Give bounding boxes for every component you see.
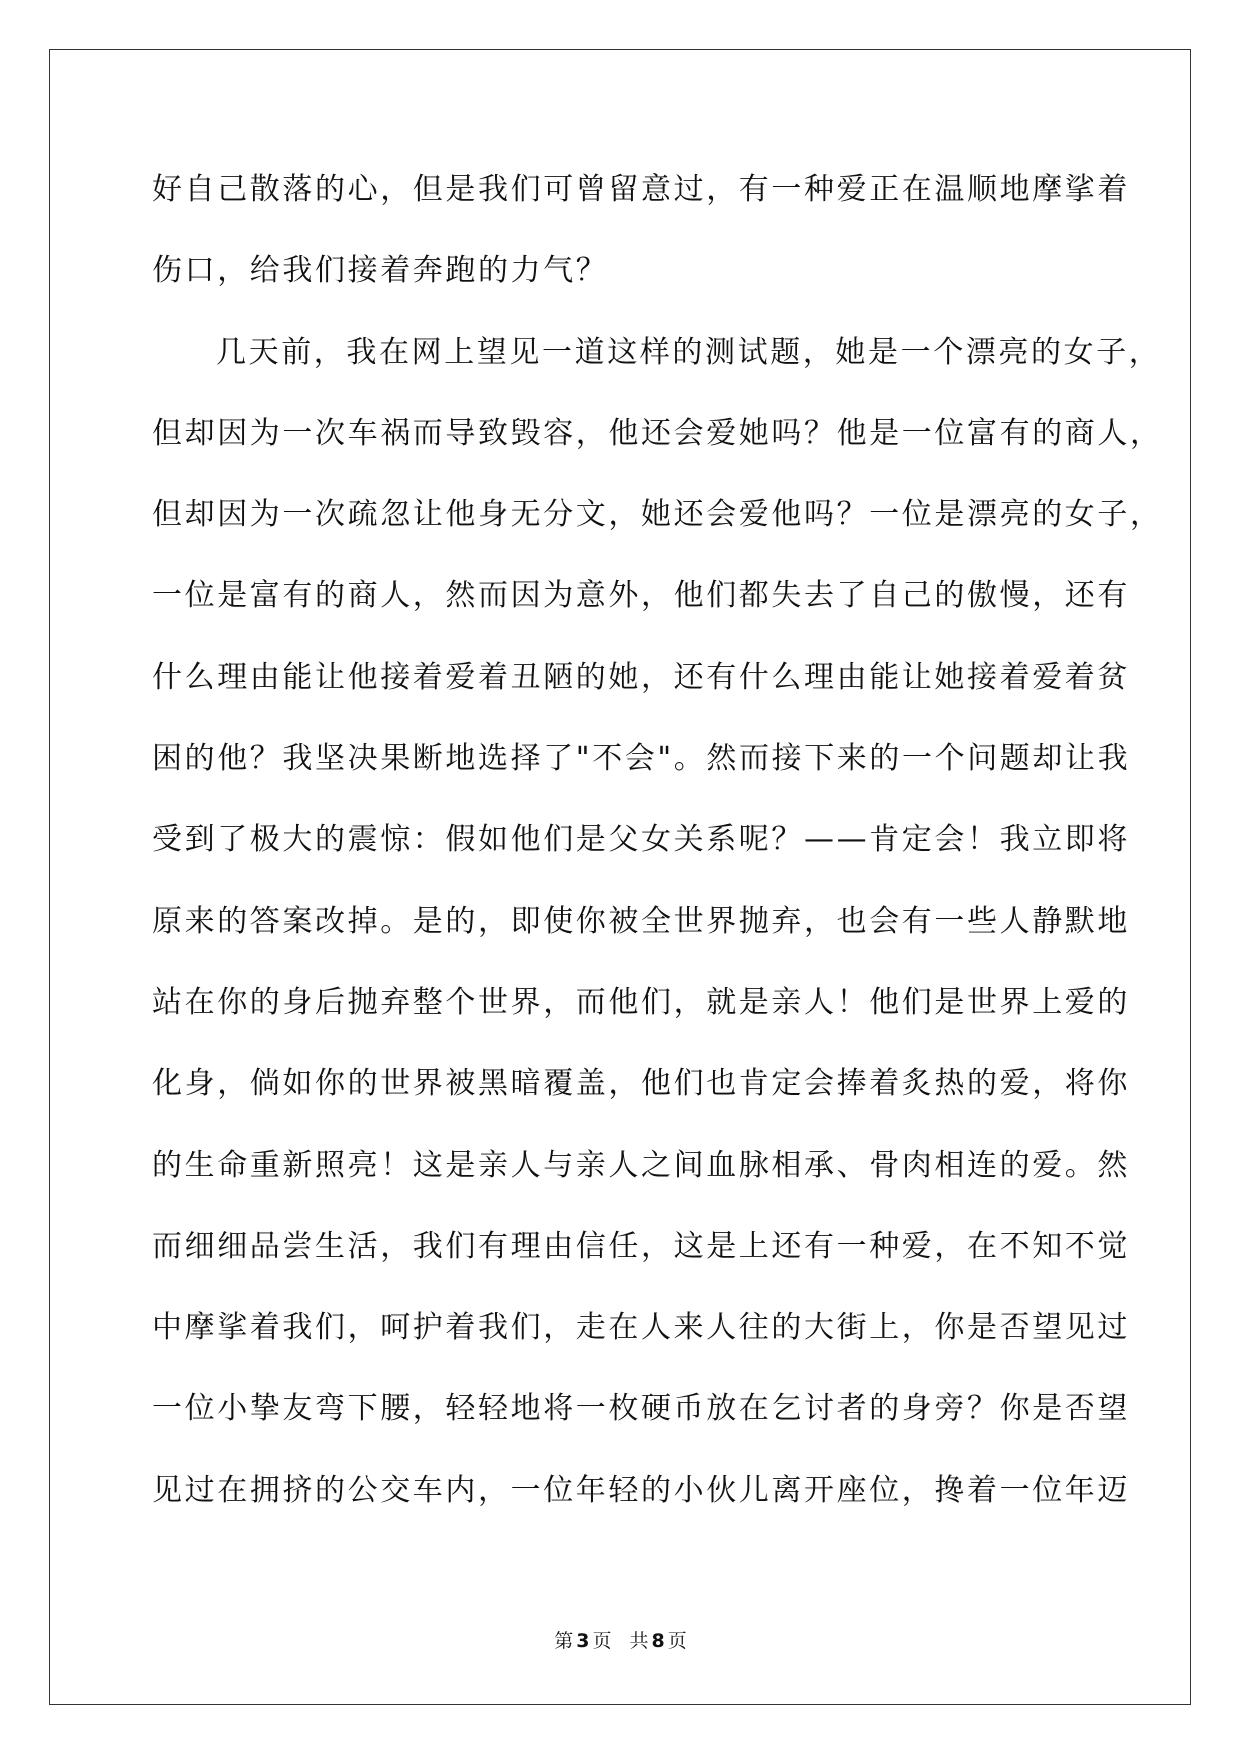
text-line: 化身，倘如你的世界被黑暗覆盖，他们也肯定会捧着炙热的爱，将你 [152, 1066, 1130, 1102]
text-line: 什么理由能让他接着爱着丑陋的她，还有什么理由能让她接着爱着贫 [152, 659, 1130, 695]
page-footer [0, 1626, 1241, 1653]
text-line: 原来的答案改掉。是的，即使你被全世界抛弃，也会有一些人静默地 [152, 903, 1130, 939]
total-prefix: 共 [629, 1630, 649, 1652]
text-line: 而细细品尝生活，我们有理由信任，这是上还有一种爱，在不知不觉 [152, 1228, 1130, 1264]
text-line: 一位是富有的商人，然而因为意外，他们都失去了自己的傲慢，还有 [152, 578, 1130, 614]
text-line: 见过在拥挤的公交车内，一位年轻的小伙儿离开座位，搀着一位年迈 [152, 1472, 1130, 1508]
text-line: 的生命重新照亮！这是亲人与亲人之间血脉相承、骨肉相连的爱。然 [152, 1147, 1130, 1183]
paragraph-start-line: 几天前，我在网上望见一道这样的测试题，她是一个漂亮的女子， [216, 334, 1162, 370]
text-line: 中摩挲着我们，呵护着我们，走在人来人往的大街上，你是否望见过 [152, 1310, 1130, 1346]
text-line: 困的他？我坚决果断地选择了"不会"。然而接下来的一个问题却让我 [152, 741, 1131, 777]
text-line: 但却因为一次车祸而导致毁容，他还会爱她吗？他是一位富有的商人， [152, 415, 1163, 451]
text-line: 但却因为一次疏忽让他身无分文，她还会爱他吗？一位是漂亮的女子， [152, 497, 1163, 533]
text-line: 一位小挚友弯下腰，轻轻地将一枚硬币放在乞讨者的身旁？你是否望 [152, 1391, 1130, 1427]
page-total: 8 [651, 1630, 665, 1652]
total-suffix: 页 [667, 1630, 687, 1652]
page-suffix: 页 [592, 1630, 612, 1652]
document-body [152, 162, 1163, 1544]
text-line: 好自己散落的心，但是我们可曾留意过，有一种爱正在温顺地摩挲着 [152, 172, 1130, 207]
text-line: 伤口，给我们接着奔跑的力气？ [152, 253, 609, 289]
text-line: 受到了极大的震惊：假如他们是父女关系呢？——肯定会！我立即将 [152, 822, 1130, 858]
page-current: 3 [576, 1630, 590, 1652]
page-prefix: 第 [554, 1630, 574, 1652]
text-line: 站在你的身后抛弃整个世界，而他们，就是亲人！他们是世界上爱的 [152, 984, 1130, 1020]
